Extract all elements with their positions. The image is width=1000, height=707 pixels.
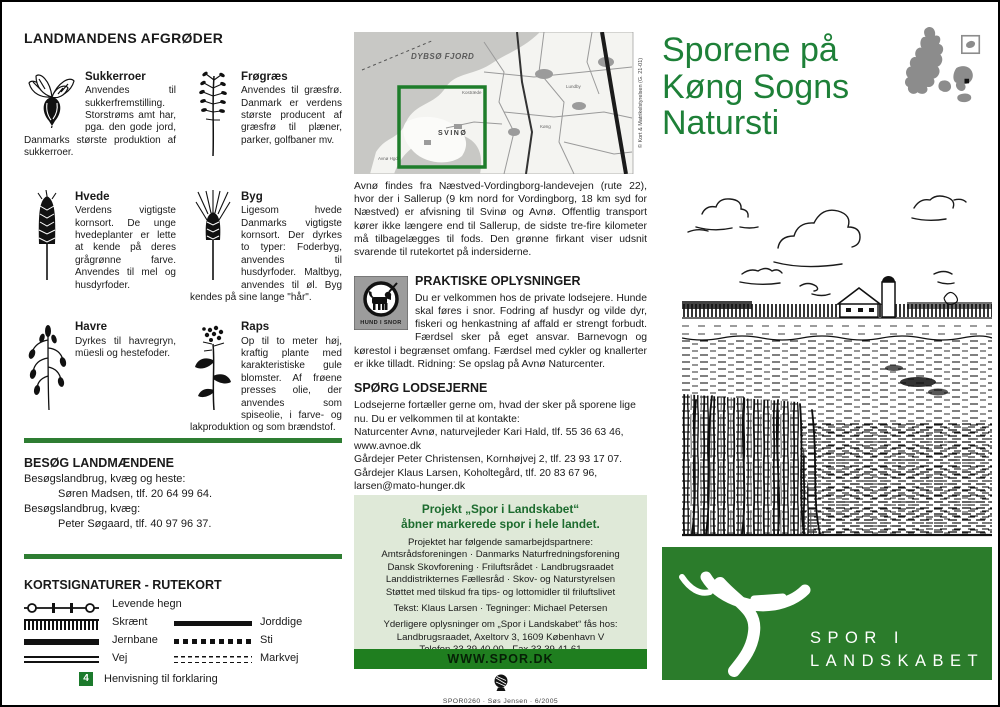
legend-symbol-markvej-icon — [174, 656, 252, 663]
dog-on-leash-icon — [354, 276, 408, 330]
map-label-lundby: Lundby — [566, 84, 581, 89]
crop-name: Frøgræs — [241, 71, 288, 83]
legend-row — [24, 615, 342, 633]
map-legend-section — [24, 578, 342, 691]
legend-row — [24, 597, 342, 615]
spor-i-landskabet-logo — [662, 547, 992, 680]
ask-landowners-section — [354, 380, 647, 494]
seed-grass-icon — [190, 70, 236, 162]
crop-item-sukkerroer — [24, 70, 176, 174]
crop-item-havre — [24, 320, 176, 434]
crop-item-hvede — [24, 190, 176, 304]
rapeseed-icon — [190, 320, 236, 416]
location-map — [354, 32, 647, 174]
barley-icon — [190, 190, 236, 286]
legend-label: Markvej — [260, 652, 299, 664]
legend-row — [24, 633, 342, 651]
wheat-icon — [24, 190, 70, 286]
ask-line: Gårdejer Peter Christensen, Kornhøjvej 2, tlf. 23 93 17 07. — [354, 454, 622, 466]
ask-line: Gårdejer Klaus Larsen, Koholtegård, tlf. 20 83 67 96, larsen@mato-hunger.dk — [354, 467, 598, 493]
title-line: Køng Sogns — [662, 67, 850, 106]
partners-line: Amtsrådsforeningen · Danmarks Naturfredningsforening — [381, 549, 620, 561]
legend-label: Levende hegn — [112, 598, 182, 610]
project-info-box — [354, 495, 647, 649]
path-swoosh-icon — [682, 577, 805, 671]
legend-reference-row — [24, 671, 342, 691]
logo-wordmark — [810, 627, 984, 674]
svg-text:HUND I SNOR: HUND I SNOR — [360, 320, 402, 326]
legend-label: Vej — [112, 652, 128, 664]
credits-line: Tekst: Klaus Larsen · Tegninger: Michael Petersen — [393, 603, 608, 614]
crop-name: Byg — [241, 191, 263, 203]
logo-line: SPOR I — [810, 629, 905, 647]
map-label-koeng: Køng — [540, 124, 551, 129]
map-copyright: © Kort & Matrikelstyrelsen (G. 21-01) — [638, 57, 644, 149]
crop-item-byg — [190, 190, 342, 304]
practical-text: Du er velkommen hos de private lodsejere. Hunde skal føres i snor. Fodring af husdyr og vilde dyr, fiskeri og henkastning af affald er strengt forbudt. Færdsel sker på eget ansvar. Barnevogn og kørestol i begrænset omfang. Færdsel med cykler og knallerter er ikke tilladt. Ridning: Se opslag på Avnø Naturcenter. — [354, 292, 647, 370]
partners-line: Dansk Skovforening · Friluftsrådet · Landbrugsraadet — [387, 561, 614, 573]
legend-label: Jernbane — [112, 634, 158, 646]
print-footer — [354, 674, 647, 705]
legend-reference-number: 4 — [79, 672, 93, 686]
legend-title: KORTSIGNATURER - RUTEKORT — [24, 578, 222, 592]
info-line: Landbrugsraadet, Axeltorv 3, 1609 København V — [396, 631, 605, 643]
middle-column — [354, 32, 647, 705]
legend-symbol-jernbane-icon — [24, 639, 99, 645]
sugar-beet-icon — [24, 70, 80, 132]
crops-grid — [24, 70, 342, 435]
yarn-ball-logo-icon — [354, 674, 647, 697]
practical-title: PRAKTISKE OPLYSNINGER — [415, 274, 581, 288]
green-divider-top — [24, 438, 342, 443]
visit-title: BESØG LANDMÆNDENE — [24, 456, 175, 470]
crop-item-frograes — [190, 70, 342, 174]
print-credit: SPOR0260 · Søs Jensen · 6/2005 — [442, 698, 559, 705]
map-label-avno: Avnø Hgd — [378, 156, 398, 161]
intro-paragraph: Avnø findes fra Næstved-Vordingborg-landevejen (rute 22), hvor der i Sallerup (9 km nord for Vordingborg, 18 km syd for Næstved) er afvisning til Svinø og Avnø. Offentlig transport kører ikke længere end til Sallerup, de sidste tre-fire kilometer må tilbagelægges til fods. Den grønne firkant viser udsnit svarende til rutekortet på indersiderne. — [354, 181, 647, 259]
visit-farmers-section — [24, 456, 342, 531]
crop-item-raps — [190, 320, 342, 434]
logo-line: LANDSKABET — [810, 652, 985, 671]
crops-section-title: LANDMANDENS AFGRØDER — [24, 30, 224, 46]
map-label-fjord: DYBSØ FJORD — [411, 52, 475, 61]
visit-line: Besøgslandbrug, kvæg: — [24, 502, 141, 515]
crop-description: Verdens vigtigste kornsort. De unge hvedeplanter er lette at kende på deres grågrønne farve. Anvendes til mel og husdyrfoder. — [75, 205, 176, 291]
partners-line: Støttet med tilskud fra tips- og lottomidler til friluftslivet — [385, 586, 616, 598]
crop-description: Ligesom hvede Danmarks vigtigste kornsort. Der dyrkes to typer: Foderbyg, anvendes til husdyrfoder. Maltbyg, anvendes til øl. Byg kendes på sine lange "hår". — [190, 205, 342, 303]
legend-symbol-levende-hegn-icon — [24, 601, 99, 611]
website-band — [354, 649, 647, 669]
ask-line: Naturcenter Avnø, naturvejleder Kari Hald, tlf. 55 36 63 46, www.avnoe.dk — [354, 427, 624, 452]
website-url: WWW.SPOR.DK — [447, 652, 554, 666]
legend-symbol-skraent-icon — [24, 619, 99, 630]
map-label-svino: SVINØ — [438, 130, 468, 137]
crop-name: Raps — [241, 321, 270, 334]
right-column — [662, 32, 992, 700]
crop-name: Sukkerroer — [85, 71, 146, 83]
denmark-locator-map-icon — [900, 22, 986, 119]
title-line: Natursti — [662, 104, 780, 143]
crop-description: Op til to meter høj, kraftig plante med karakteristiske gule blomster. Af frøene presses olie, der anvendes som spiseolie, i farve- og lakproduktion og som brændstof. — [190, 335, 342, 434]
visit-line: Søren Madsen, tlf. 20 64 99 64. — [58, 487, 213, 500]
crop-description: Dyrkes til havregryn, müesli og hestefoder. — [75, 335, 176, 360]
crop-description: Anvendes til sukkerfremstilling. Storstrøms amt har, pga. den gode jord, Danmarks største produktion af sukkerroer. — [24, 85, 176, 159]
project-title-line: Projekt „Spor i Landskabet“ — [421, 502, 580, 516]
project-title-line: åbner markerede spor i hele landet. — [401, 517, 600, 532]
visit-line: Besøgslandbrug, kvæg og heste: — [24, 473, 186, 485]
landscape-illustration — [682, 170, 992, 542]
crop-name: Hvede — [75, 191, 110, 203]
crop-name: Havre — [75, 321, 107, 334]
legend-label: Sti — [260, 634, 273, 646]
partners-line: Landdistrikternes Fællesråd · Skov- og Naturstyrelsen — [385, 574, 616, 586]
legend-symbol-jorddige-icon — [174, 621, 252, 626]
visit-line: Peter Søgaard, tlf. 40 97 96 37. — [58, 517, 212, 530]
ask-title: SPØRG LODSEJERNE — [354, 381, 488, 395]
practical-info-section — [354, 274, 647, 371]
crop-description: Anvendes til græsfrø. Danmark er verdens største producent af græsfrø til plæner, parker, golfbaner mv. — [241, 85, 342, 146]
title-line: Sporene på — [662, 31, 838, 69]
green-divider-bottom — [24, 554, 342, 559]
ask-line: Lodsejerne fortæller gerne om, hvad der sker på sporene lige nu. Du er velkommen til at kontakte: — [354, 400, 636, 425]
reeds — [682, 394, 814, 534]
partners-intro: Projektet har følgende samarbejdspartnere: — [407, 536, 594, 548]
clouds — [688, 196, 966, 296]
map-label-kostraede: Kostræde — [462, 90, 482, 95]
legend-reference-label: Henvisning til forklaring — [104, 673, 218, 685]
legend-label: Skrænt — [112, 616, 148, 628]
oat-icon — [24, 320, 70, 416]
legend-row — [24, 651, 342, 669]
legend-symbol-sti-icon — [174, 639, 252, 644]
info-line: Yderligere oplysninger om „Spor i Landskabet“ fås hos: — [383, 619, 618, 631]
left-column — [24, 30, 342, 690]
legend-label: Jorddige — [260, 616, 303, 628]
legend-symbol-vej-icon — [24, 656, 99, 663]
